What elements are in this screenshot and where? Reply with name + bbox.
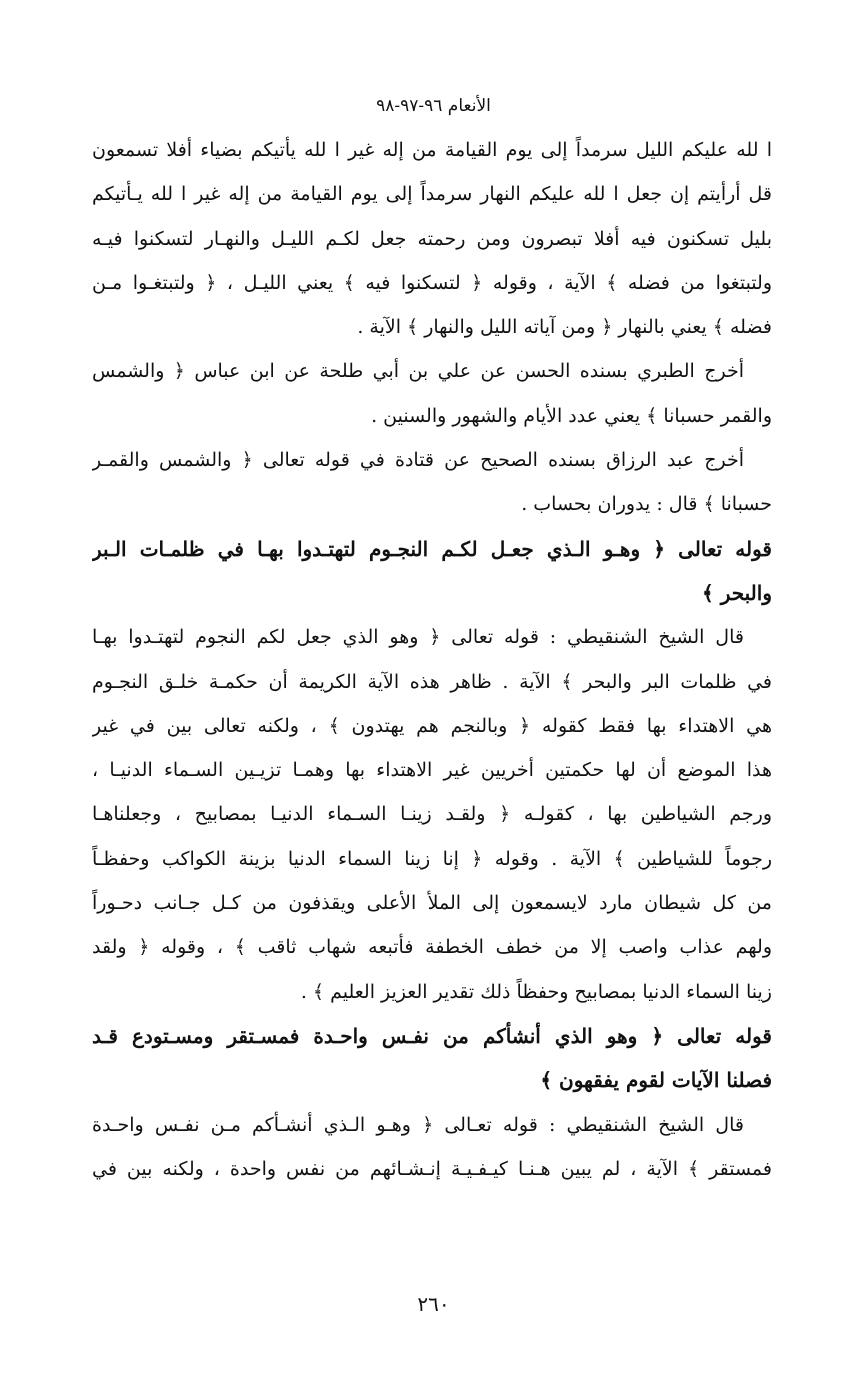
text-line: زينا السماء الدنيا بمصابيح وحفظاً ذلك تقدير العزيز العليم ﴾ . <box>300 980 772 1003</box>
text-line: قل أرأيتم إن جعل ا لله عليكم النهار سرمداً إلى يوم القيامة من إله غير ا لله يـأتيكم <box>92 183 772 206</box>
text-line: هي الاهتداء بها فقط كقوله ﴿ وبالنجم هم يهتدون ﴾ ، ولكنه تعالى بين في غير <box>92 714 772 737</box>
section-heading-line: فصلنا الآيات لقوم يفقهون ﴾ <box>540 1068 772 1093</box>
text-line: قال الشيخ الشنقيطي : قوله تعالى ﴿ وهو الذي جعل لكم النجوم لتهتـدوا بهـا <box>92 626 744 649</box>
text-line: ا لله عليكم الليل سرمداً إلى يوم القيامة من إله غير ا لله يأتيكم بضياء أفلا تسمعون <box>92 139 772 161</box>
text-line: والقمر حسبانا ﴾ يعني عدد الأيام والشهور والسنين . <box>371 404 772 427</box>
text-line: بليل تسكنون فيه أفلا تبصرون ومن رحمته جعل لكـم الليـل والنهـار لتسكنوا فيـه <box>92 227 772 250</box>
text-line: في ظلمات البر والبحر ﴾ الآية . ظاهر هذه الآية الكريمة أن حكمـة خلـق النجـوم <box>92 670 772 693</box>
text-line: هذا الموضع أن لها حكمتين أخريين غير الاهتداء بها وهمـا تزيـين السـماء الدنيـا ، <box>92 759 772 782</box>
text-line: أخرج الطبري بسنده الحسن عن علي بن أبي طلحة عن ابن عباس ﴿ والشمس <box>92 360 744 383</box>
text-line: رجوماً للشياطين ﴾ الآية . وقوله ﴿ إنا زينا السماء الدنيا بزينة الكواكب وحفظـاً <box>92 847 772 870</box>
section-heading-line: قوله تعالى ﴿ وهو الذي أنشأكم من نفـس واحـدة فمسـتقر ومسـتودع قـد <box>92 1023 772 1048</box>
section-heading-line: والبحر ﴾ <box>702 580 772 605</box>
text-line: فضله ﴾ يعني بالنهار ﴿ ومن آياته الليل والنهار ﴾ الآية . <box>357 316 772 339</box>
text-line: ورجم الشياطين بها ، كقولـه ﴿ ولقـد زينـا السـماء الدنيـا بمصابيح ، وجعلناهـا <box>92 803 772 826</box>
text-line: فمستقر ﴾ الآية ، لم يبين هـنـا كيـفـيـة إنـشـائهم من نفس واحدة ، ولكنه بين في <box>92 1157 772 1180</box>
page-body <box>92 128 772 1191</box>
running-header: الأنعام ٩٦-٩٧-٩٨ <box>376 96 491 116</box>
page-number: ٢٦٠ <box>417 1292 450 1316</box>
text-line: حسبانا ﴾ قال : يدوران بحساب . <box>521 493 772 516</box>
section-heading-line: قوله تعالى ﴿ وهـو الـذي جعـل لكـم النجـوم لتهتـدوا بهـا في ظلمـات الـبر <box>92 536 772 561</box>
text-line: ولهم عذاب واصب إلا من خطف الخطفة فأتبعه شهاب ثاقب ﴾ ، وقوله ﴿ ولقد <box>92 936 772 959</box>
text-line: من كل شيطان مارد لايسمعون إلى الملأ الأعلى ويقذفون من كـل جـانب دحـوراً <box>92 892 772 915</box>
text-line: قال الشيخ الشنقيطي : قوله تعـالى ﴿ وهـو الـذي أنشـأكم مـن نفـس واحـدة <box>92 1113 744 1136</box>
text-line: ولتبتغوا من فضله ﴾ الآية ، وقوله ﴿ لتسكنوا فيه ﴾ يعني الليـل ، ﴿ ولتبتغـوا مـن <box>92 271 772 294</box>
text-line: أخرج عبد الرزاق بسنده الصحيح عن قتادة في قوله تعالى ﴿ والشمس والقمـر <box>92 449 744 472</box>
